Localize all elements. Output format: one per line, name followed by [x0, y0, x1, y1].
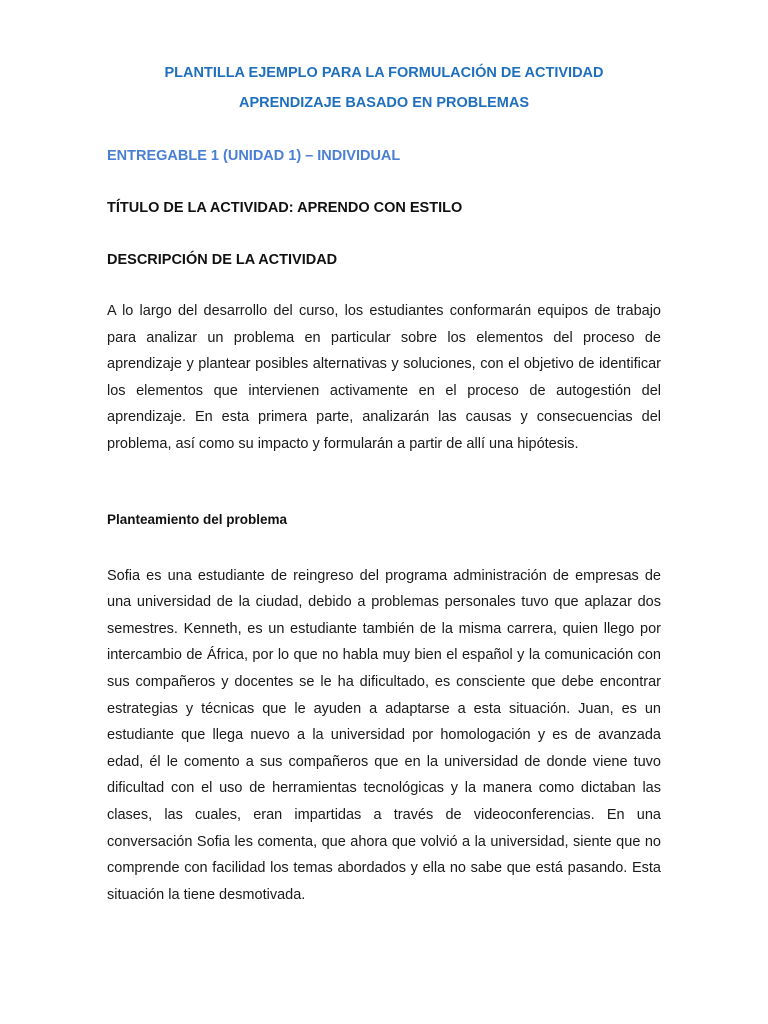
description-paragraph: A lo largo del desarrollo del curso, los estudiantes conformarán equipos de trabajo para analizar un problema en particular sobre los elementos del proceso de aprendizaje y plantear posibles alternativas y soluciones, con el objetivo de identificar los elementos que intervienen activamente en el proceso de autogestión del aprendizaje. En esta primera parte, analizarán las causas y consecuencias del problema, así como su impacto y formularán a partir de allí una hipótesis.	[107, 303, 661, 452]
document-title-line-1: PLANTILLA EJEMPLO PARA LA FORMULACIÓN DE ACTIVIDAD	[164, 65, 604, 81]
activity-title: TÍTULO DE LA ACTIVIDAD: APRENDO CON ESTILO	[107, 200, 463, 216]
deliverable-heading: ENTREGABLE 1 (UNIDAD 1) – INDIVIDUAL	[107, 148, 401, 164]
document-title-line-2: APRENDIZAJE BASADO EN PROBLEMAS	[238, 95, 530, 111]
description-heading: DESCRIPCIÓN DE LA ACTIVIDAD	[107, 252, 338, 268]
problem-paragraph: Sofia es una estudiante de reingreso del programa administración de empresas de una universidad de la ciudad, debido a problemas personales tuvo que aplazar dos semestres. Kenneth, es un estudiante también de la misma carrera, quien llego por intercambio de África, por lo que no habla muy bien el español y la comunicación con sus compañeros y docentes se le ha dificultado, es consciente que debe encontrar estrategias y técnicas que le ayuden a adaptarse a esta situación. Juan, es un estudiante que llega nuevo a la universidad por homologación y es de avanzada edad, él le comento a sus compañeros que en la universidad de donde viene tuvo dificultad con el uso de herramientas tecnológicas y la manera como dictaban las clases, las cuales, eran impartidas a través de videoconferencias. En una conversación Sofia les comenta, que ahora que volvió a la universidad, siente que no comprende con facilidad los temas abordados y ella no sabe que está pasando. Esta situación la tiene desmotivada.	[107, 567, 661, 903]
problem-heading: Planteamiento del problema	[107, 511, 288, 527]
